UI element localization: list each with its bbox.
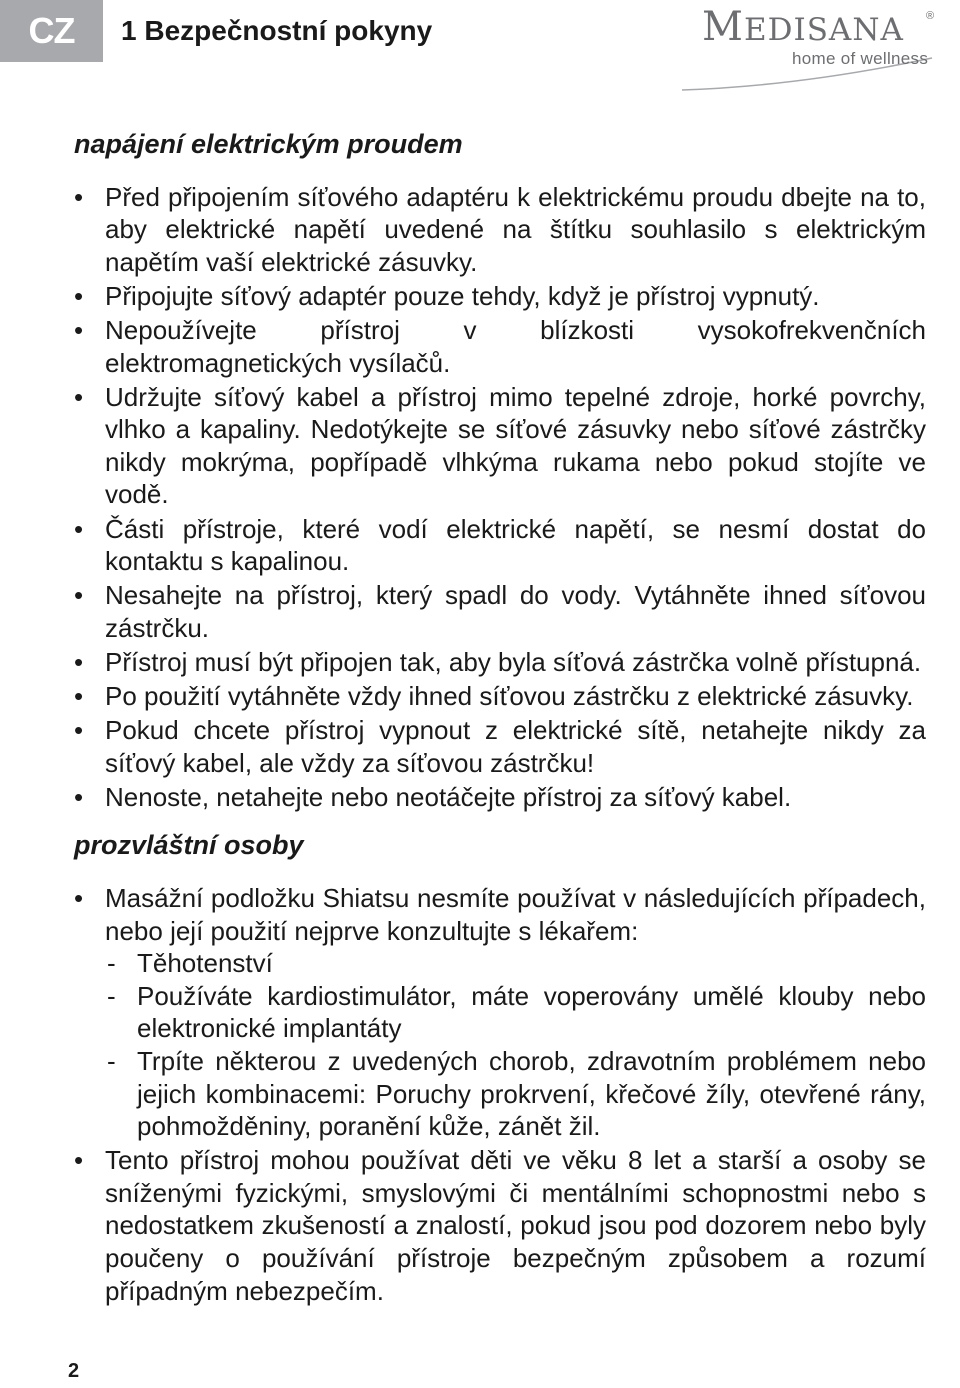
list-item	[74, 882, 926, 1143]
list-item-text: Masážní podložku Shiatsu nesmíte používat v následujících případech, nebo její použití nejprve konzultujte s lékařem:	[105, 882, 926, 946]
list-item: • Přístroj musí být připojen tak, aby byla síťová zástrčka volně přístupná.	[74, 646, 926, 679]
logo-name	[702, 4, 904, 50]
logo-name-first: M	[702, 4, 744, 50]
sub-list-item: - Používáte kardiostimulátor, máte voperovány umělé klouby nebo elektronické implantáty	[105, 980, 926, 1045]
power-safety-list	[74, 181, 926, 814]
page-number: 2	[68, 1360, 80, 1382]
list-item: • Nesahejte na přístroj, který spadl do vody. Vytáhněte ihned síťovou zástrčku.	[74, 579, 926, 644]
sub-list-item: - Těhotenství	[105, 947, 926, 980]
logo-registered-mark: ®	[926, 10, 935, 22]
section-heading-power: napájení elektrickým proudem	[74, 129, 463, 159]
list-item: • Udržujte síťový kabel a přístroj mimo tepelné zdroje, horké povrchy, vlhko a kapaliny. Nedotýkejte se síťové zásuvky nebo síťové zástrčky nikdy mokrýma, popřípadě vlhkýma rukama nebo pokud stojíte ve vodě.	[74, 381, 926, 511]
sub-list-item: - Trpíte některou z uvedených chorob, zdravotním problémem nebo jejich kombinacemi: Poruchy prokrvení, křečové žíly, otevřené rány, pohmožděniny, poranění kůže, zánět žil.	[105, 1045, 926, 1143]
list-item: • Nepoužívejte přístroj v blízkosti vysokofrekvenčních elektromagnetických vysílačů.	[74, 314, 926, 379]
medisana-logo	[680, 0, 940, 92]
list-item: • Připojujte síťový adaptér pouze tehdy, když je přístroj vypnutý.	[74, 280, 926, 313]
chapter-title: 1 Bezpečnostní pokyny	[121, 15, 433, 46]
list-item: • Pokud chcete přístroj vypnout z elektrické sítě, netahejte nikdy za síťový kabel, ale vždy za síťovou zástrčku!	[74, 714, 926, 779]
section-heading-special-persons: prozvláštní osoby	[74, 830, 304, 861]
list-item: • Po použití vytáhněte vždy ihned síťovou zástrčku z elektrické zásuvky.	[74, 680, 926, 713]
list-item: • Nenoste, netahejte nebo neotáčejte přístroj za síťový kabel.	[74, 781, 926, 814]
special-persons-list	[74, 882, 926, 1307]
logo-tagline: home of wellness	[792, 49, 929, 68]
language-tab: CZ	[0, 0, 103, 62]
logo-name-rest: EDISANA	[743, 12, 904, 48]
list-item: • Části přístroje, které vodí elektrické napětí, se nesmí dostat do kontaktu s kapalinou.	[74, 513, 926, 578]
main-content	[74, 128, 926, 1309]
contraindications-list	[105, 947, 926, 1143]
list-item: • Tento přístroj mohou používat děti ve věku 8 let a starší a osoby se sníženými fyzickými, smyslovými či mentálními schopnostmi nebo s nedostatkem zkušeností a znalostí, pokud jsou pod dozorem nebo byly poučeny o používání přístroje bezpečným způsobem a rozumí případným nebezpečím.	[74, 1144, 926, 1307]
list-item: • Před připojením síťového adaptéru k elektrickému proudu dbejte na to, aby elektrické napětí uvedené na štítku souhlasilo s elektrickým napětím vaší elektrické zásuvky.	[74, 181, 926, 279]
